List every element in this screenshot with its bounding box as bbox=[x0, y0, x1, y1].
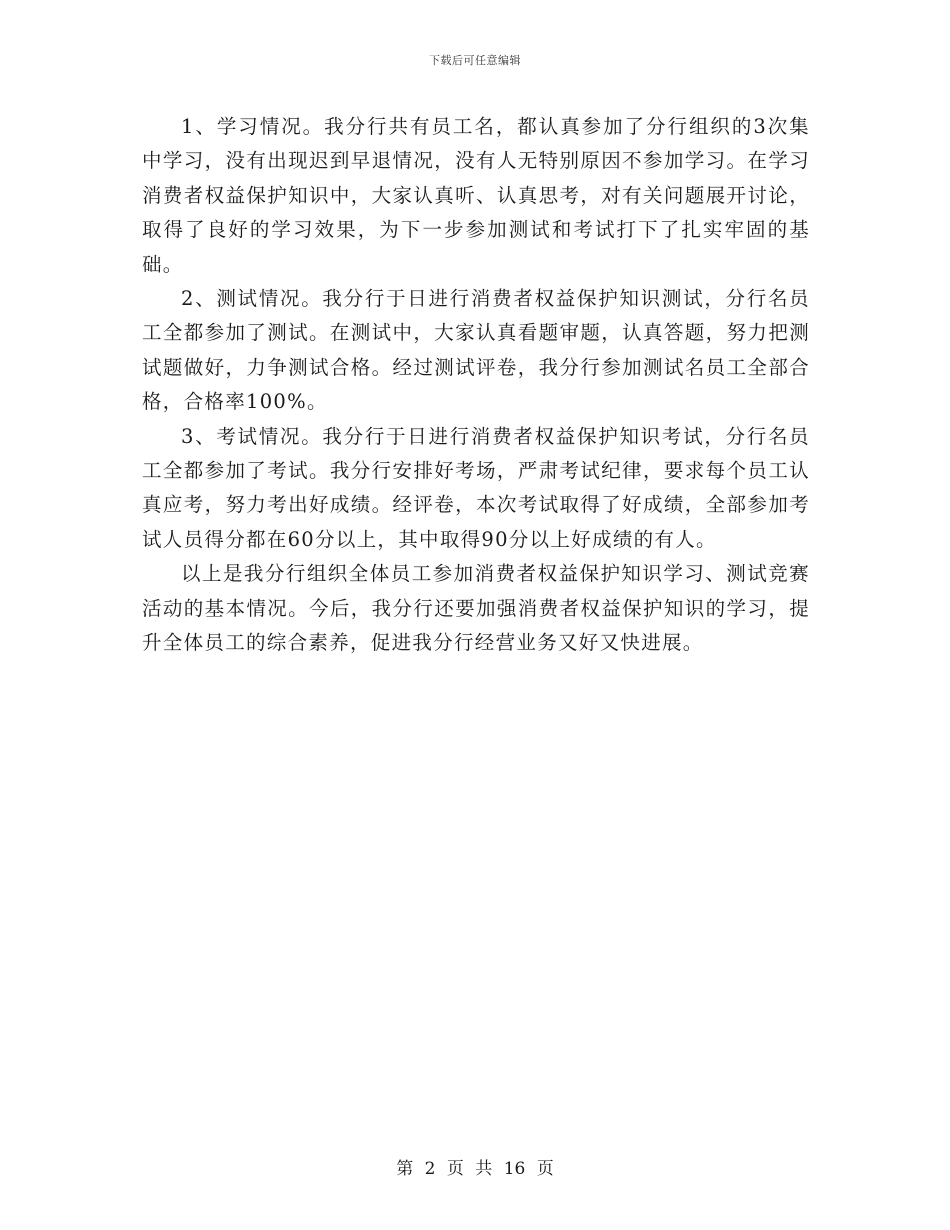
paragraph-exam: 3、考试情况。我分行于日进行消费者权益保护知识考试，分行名员工全都参加了考试。我分行安排好考场，严肃考试纪律，要求每个员工认真应考，努力考出好成绩。经评卷，本次考试取得了好成绩，全部参加考试人员得分都在60分以上，其中取得90分以上好成绩的有人。 bbox=[142, 424, 810, 551]
document-body bbox=[142, 110, 810, 661]
paragraph-test: 2、测试情况。我分行于日进行消费者权益保护知识测试，分行名员工全都参加了测试。在测试中，大家认真看题审题，认真答题，努力把测试题做好，力争测试合格。经过测试评卷，我分行参加测试名员工全部合格，合格率100%。 bbox=[142, 287, 810, 414]
page-header: 下载后可任意编辑 bbox=[429, 54, 521, 67]
page-number-footer: 第 2 页 共 16 页 bbox=[396, 1159, 554, 1179]
paragraph-study: 1、学习情况。我分行共有员工名，都认真参加了分行组织的3次集中学习，没有出现迟到早退情况，没有人无特别原因不参加学习。在学习消费者权益保护知识中，大家认真听、认真思考，对有关问题展开讨论，取得了良好的学习效果，为下一步参加测试和考试打下了扎实牢固的基础。 bbox=[142, 115, 810, 276]
paragraph-summary: 以上是我分行组织全体员工参加消费者权益保护知识学习、测试竞赛活动的基本情况。今后，我分行还要加强消费者权益保护知识的学习，提升全体员工的综合素养，促进我分行经营业务又好又快进展。 bbox=[142, 562, 810, 655]
